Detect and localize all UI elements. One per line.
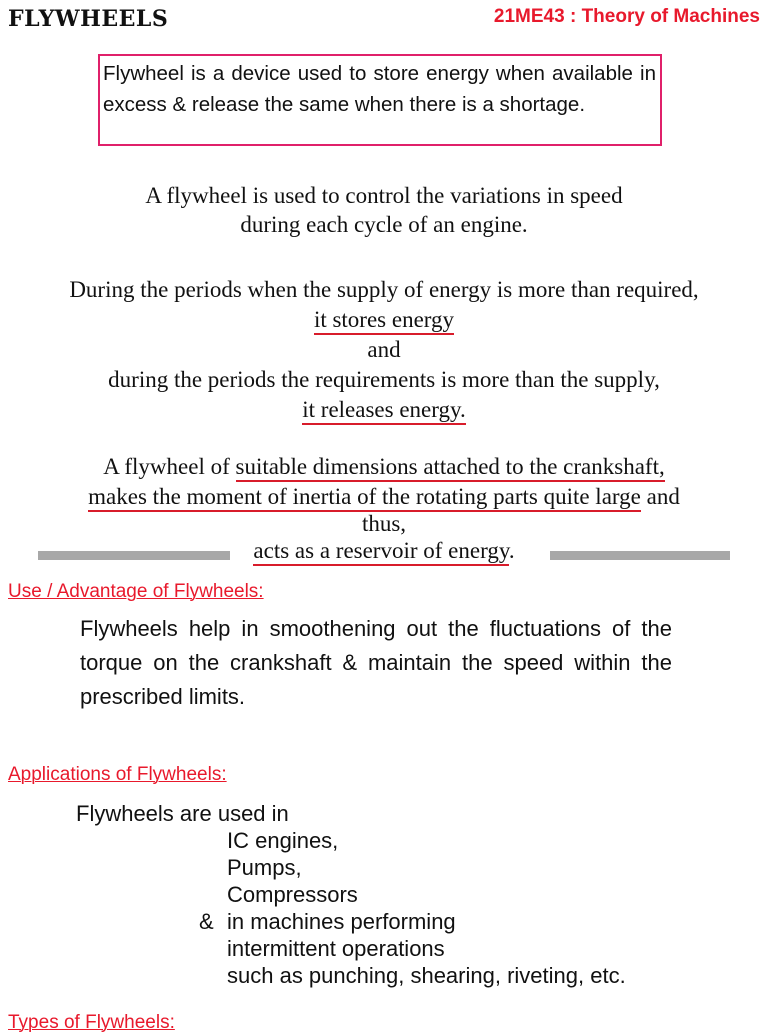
reservoir-period: . bbox=[508, 538, 515, 563]
inertia-line-2-underlined: makes the moment of inertia of the rotating parts quite large bbox=[88, 484, 641, 512]
control-paragraph bbox=[0, 181, 768, 239]
application-item: Compressors bbox=[227, 882, 358, 907]
application-item: intermittent operations bbox=[227, 936, 445, 961]
right-divider-bar bbox=[550, 551, 730, 560]
reservoir-text: acts as a reservoir of energy bbox=[253, 538, 508, 566]
application-item: such as punching, shearing, riveting, etc. bbox=[227, 963, 626, 988]
control-line-1: A flywheel is used to control the variations in speed bbox=[145, 183, 623, 208]
applications-heading: Applications of Flywheels: bbox=[8, 764, 227, 785]
periods-paragraph bbox=[0, 275, 768, 425]
use-body: Flywheels help in smoothening out the fluctuations of the torque on the crankshaft & maintain the speed within the prescribed limits. bbox=[80, 616, 672, 709]
course-code: 21ME43 : Theory of Machines bbox=[493, 6, 760, 27]
thus-text: thus, bbox=[361, 511, 407, 536]
application-item: in machines performing bbox=[227, 909, 456, 934]
ampersand: & bbox=[199, 909, 214, 934]
applications-intro: Flywheels are used in bbox=[76, 801, 289, 826]
releases-energy-text: it releases energy. bbox=[302, 397, 465, 425]
periods-line-3: during the periods the requirements is more than the supply, bbox=[108, 367, 660, 392]
inertia-line-2-suffix: and bbox=[640, 484, 680, 509]
types-heading: Types of Flywheels: bbox=[8, 1012, 175, 1033]
inertia-line-1-underlined: suitable dimensions attached to the crankshaft, bbox=[236, 454, 665, 482]
left-divider-bar bbox=[38, 551, 230, 560]
stores-energy-text: it stores energy bbox=[314, 307, 454, 335]
application-item: Pumps, bbox=[227, 855, 302, 880]
application-item: IC engines, bbox=[227, 828, 339, 853]
inertia-paragraph bbox=[0, 452, 768, 566]
definition-box: Flywheel is a device used to store energy when available in excess & release the same when there is a shortage. bbox=[98, 54, 662, 146]
use-heading: Use / Advantage of Flywheels: bbox=[8, 581, 264, 602]
periods-line-1: During the periods when the supply of energy is more than required, bbox=[69, 277, 699, 302]
inertia-line-1-prefix: A flywheel of bbox=[103, 454, 236, 479]
page-title: FLYWHEELS bbox=[8, 6, 169, 32]
and-text: and bbox=[367, 337, 401, 362]
control-line-2: during each cycle of an engine. bbox=[240, 212, 528, 237]
